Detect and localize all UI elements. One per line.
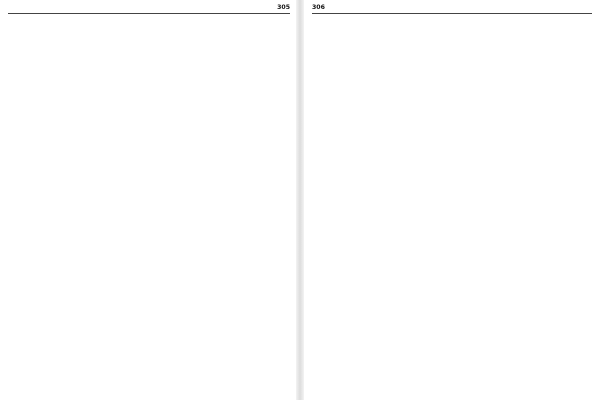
right-paragraph-4 [312,53,592,61]
right-running-head [312,4,592,14]
section-heading-2 [8,88,290,97]
left-paragraph-3 [8,52,290,60]
left-paragraph-6 [8,99,290,107]
right-paragraph-2 [312,29,592,37]
section-heading-1 [8,41,290,50]
right-paragraph-3 [312,41,592,49]
book-gutter [296,0,304,400]
right-page-number: 306 [312,4,325,11]
left-page [0,0,296,400]
right-paragraph-5 [312,65,592,73]
left-paragraph-5 [8,76,290,84]
left-running-head [8,4,290,14]
left-page-number: 305 [277,4,290,11]
left-paragraph-2 [8,29,290,37]
left-paragraph-1 [8,17,290,25]
right-paragraph-1 [312,17,592,25]
left-paragraph-4 [8,64,290,72]
right-page [304,0,600,400]
